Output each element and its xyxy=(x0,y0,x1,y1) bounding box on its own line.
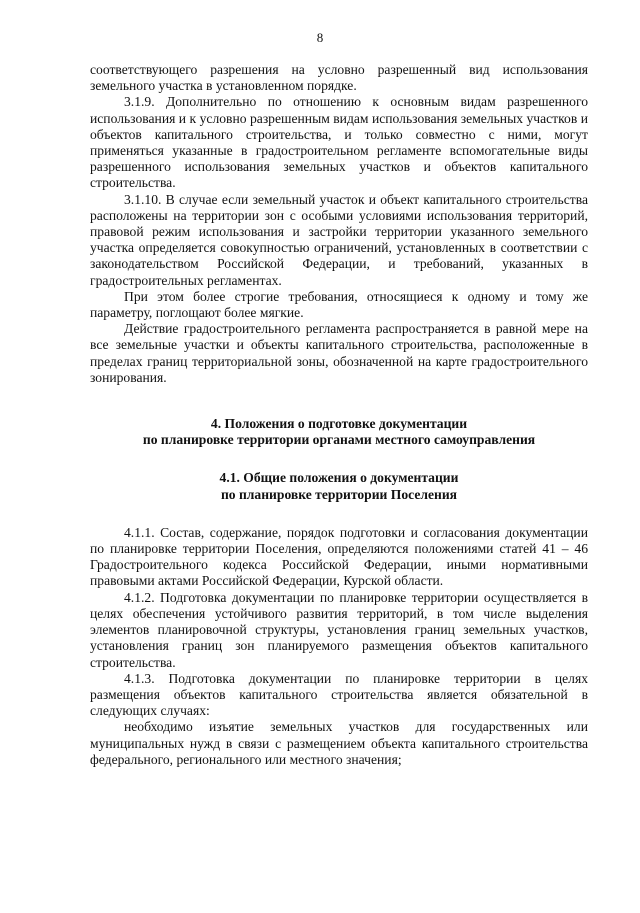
paragraph-stricter-requirements: При этом более строгие требования, относящиеся к одному и тому же параметру, поглощают более мягкие. xyxy=(90,288,588,321)
page-body xyxy=(90,62,588,768)
section-4-1-heading-line1: 4.1. Общие положения о документации xyxy=(219,470,459,486)
section-4-heading-line1: 4. Положения о подготовке документации xyxy=(210,416,468,432)
paragraph-4-1-3: 4.1.3. Подготовка документации по планировке территории в целях размещения объектов капитального строительства является обязательной в следующих случаях: xyxy=(90,670,588,719)
paragraph-4-1-2: 4.1.2. Подготовка документации по планировке территории осуществляется в целях обеспечения устойчивого развития территорий, в том числе выделения элементов планировочной структуры, установления границ земельных участков, установления границ зон планируемого размещения объектов капитального строительства. xyxy=(90,589,588,670)
paragraph-land-seizure-case: необходимо изъятие земельных участков для государственных или муниципальных нужд в связи с размещением объекта капитального строительства федерального, регионального или местного значения; xyxy=(90,719,588,767)
paragraph-regulation-scope: Действие градостроительного регламента распространяется в равной мере на все земельные участки и объекты капитального строительства, расположенные в пределах границ территориальной зоны, обозначенной на карте градостроительного зонирования. xyxy=(90,321,588,385)
paragraph-3-1-10: 3.1.10. В случае если земельный участок и объект капитального строительства расположены на территории зон с особыми условиями использования территорий, правовой режим использования и застройки территории указанного земельного участка определяется совокупностью ограничений, установленных в соответствии с законодательством Российской Федерации, и требований, указанных в градостроительных регламентах. xyxy=(90,191,588,288)
paragraph-3-1-9: 3.1.9. Дополнительно по отношению к основным видам разрешенного использования и к условно разрешенным видам использования земельных участков и объектов капитального строительства, и только совместно с ними, могут применяться указанные в градостроительном регламенте вспомогательные виды разрешенного использования земельных участков и объектов капитального строительства. xyxy=(90,94,588,191)
paragraph-4-1-1: 4.1.1. Состав, содержание, порядок подготовки и согласования документации по планировке территории Поселения, определяются положениями статей 41 – 46 Градостроительного кодекса Российской Федерации, иными нормативными правовыми актами Российской Федерации, Курской области. xyxy=(90,524,588,589)
paragraph-continuation: соответствующего разрешения на условно разрешенный вид использования земельного участка в установленном порядке. xyxy=(90,62,588,94)
section-4-1-heading-line2: по планировке территории Поселения xyxy=(220,486,458,502)
page-number: 8 xyxy=(316,30,324,45)
section-4-heading-line2: по планировке территории органами местного самоуправления xyxy=(142,432,536,448)
